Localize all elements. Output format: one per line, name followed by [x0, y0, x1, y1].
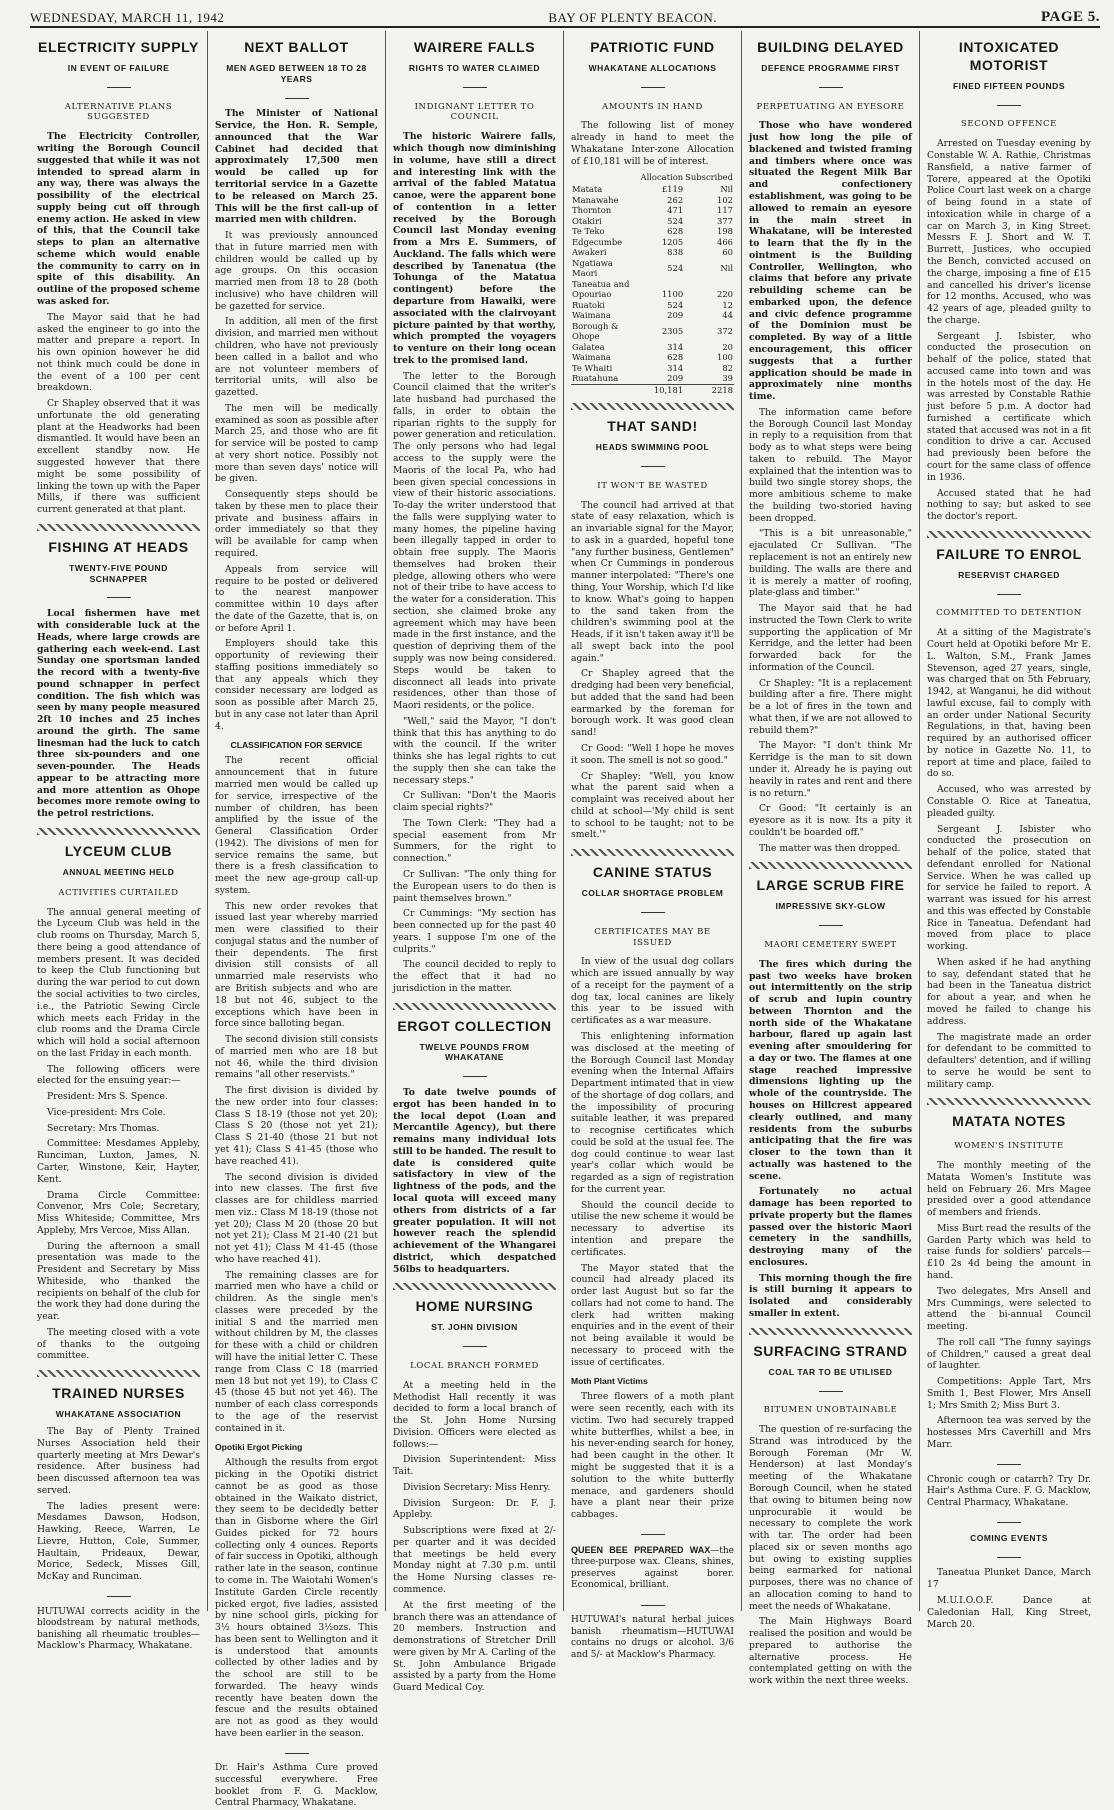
column-4 [564, 31, 742, 1660]
article-paragraph: The monthly meeting of the Matata Women's Institute was held on February 26. Mrs Magee presided over a good attendance of members and friends. [927, 1160, 1091, 1219]
table-header-row [571, 171, 734, 184]
total-allocation: 10,181 [640, 384, 685, 395]
article-paragraph: The following list of money already in hand to meet the Whakatane Inter-zone Allocation of £10,181 will be of interest. [571, 120, 734, 167]
article-paragraph: The ladies present were: Mesdames Dawson, Hodson, Hawking, Reece, Warren, Le Lievre, Hutton, Cole, Summer, Haultain, Prideaux, Dewar, Morice, Sedeck, Misses Gill, McKay and Runciman. [37, 1500, 200, 1583]
columns [30, 31, 1100, 1809]
divider [393, 1339, 556, 1351]
article-paragraph: This new order revokes that issued last year whereby married men were classified to their conjugal status and the number of their dependents. The first division still consists of all unmarried male reservists who are British subjects and who are 18 but not 46, subject to the exceptions which have been in force since balloting began. [215, 900, 378, 1030]
article-paragraph: Drama Circle Committee: Convenor, Mrs Cole; Secretary, Miss Whiteside; Committee, Mrs Appleby, Mrs Vercoe, Miss Allan. [37, 1189, 200, 1236]
column-6 [920, 31, 1098, 1630]
divider [571, 1598, 734, 1610]
article-wairere-falls [393, 39, 556, 995]
cell-allocation: 2305 [661, 325, 684, 336]
cell-subscribed: 220 [717, 289, 733, 300]
article-paragraph: Division Secretary: Miss Henry. [403, 1481, 551, 1493]
divider [749, 918, 912, 930]
event-item: Taneatua Plunket Dance, March 17 [927, 1567, 1091, 1591]
article-home-nursing [393, 1298, 556, 1694]
article-paragraph: Division Superintendent: Miss Tait. [393, 1454, 556, 1478]
article-paragraph: Appeals from service will require to be posted or delivered to the nearest manpower committee within 10 days after the date of the Gazette, that is, on or before April 1. [215, 563, 378, 634]
article-canine-status [571, 864, 734, 1368]
article-paragraph: Cr Shapley: "Well, you know what the parent said when a complaint was received about her child at school—'My child is sent to school to be taught; not to be smelt.'" [571, 770, 734, 841]
divider [571, 905, 734, 917]
cell-allocation: 524 [667, 299, 684, 310]
column-3 [386, 31, 564, 1694]
article-paragraph: Those who have wondered just how long the pile of blackened and twisted framing and timbers where once was situated the Regent Milk Bar and confectionery establishment, was going to be allowed to remain an eyesore in the main street in Whakatane, will be interested to learn that the fly in the ointment is the Building Controller, Wellington, who claims that before any private rebuilding scheme can be embarked upon, the defence and civic defence programme of the Dominion must be completed. By way of a little encouragement, this officer suggests that a further application should be made in approximately nine months time. [749, 120, 912, 403]
article-subhead: ST. JOHN DIVISION [431, 1322, 518, 1333]
divider [37, 590, 200, 602]
article-paragraph: In view of the usual dog collars which are issued annually by way of a receipt for the payment of a dog tax, local canines are likely this year to be issued with certificates as a war measure. [571, 956, 734, 1027]
article-subhead: RESERVIST CHARGED [958, 569, 1060, 580]
cell-subscribed: Nil [720, 262, 733, 273]
page-number: PAGE 5. [1040, 9, 1100, 25]
table-row [571, 205, 734, 216]
article-deck: INDIGNANT LETTER TO COUNCIL [414, 101, 535, 123]
advertisement [571, 1545, 734, 1592]
article-subhead: MEN AGED BETWEEN 18 TO 28 YEARS [226, 62, 367, 84]
table-row [571, 289, 734, 300]
article-paragraph: Three flowers of a moth plant were seen recently, each with its victim. Two had securely trapped white butterflies, whilst a bee, in his never-ending search for honey, had been caught in the other. It might be suggested that it is a solution to the white butterfly menace, and gardeners should have a plant near their prize cabbages. [571, 1391, 734, 1521]
article-paragraph: The Main Highways Board realised the position and would be prepared to authorise the alternative process. He contemplated getting on with the work within the next three weeks. [749, 1616, 912, 1687]
article-paragraph: The remaining classes are for married men who have a child or children. As the single men's classes were preceded by the initial S and the married men without children by M, the classes for these with a child or children will have the initial letter C. These range from Class C 18 (married men 18 but not yet 19), to Class C 45 (those 45 but not yet 46). The number of each class corresponds to the age of the reservist contained in it. [215, 1269, 378, 1434]
article-paragraph: The magistrate made an order for defendant to be committed to defaulters' detention, and if willing to serve he would be sent to military camp. [927, 1031, 1091, 1090]
section-heading: CLASSIFICATION FOR SERVICE [230, 740, 363, 751]
zigzag-divider [571, 849, 734, 856]
article-paragraph: The meeting closed with a vote of thanks to the outgoing committee. [37, 1326, 200, 1362]
article-building-delayed [749, 39, 912, 854]
article-deck: ALTERNATIVE PLANS SUGGESTED [64, 101, 173, 123]
cell-subscribed: 12 [722, 299, 733, 310]
section-heading: Moth Plant Victims [571, 1376, 648, 1387]
table-row [571, 184, 734, 195]
divider [571, 80, 734, 92]
article-paragraph: The recent official announcement that in future married men would be called up for service, irrespective of the number of children, has been amplified by the issue of the General Classification Order (1942). The divisions of men for service remains the same, but there is a fresh classification to meet the new age-group call-up system. [215, 755, 378, 896]
cell-allocation: 524 [667, 262, 684, 273]
cell-allocation: 1205 [661, 236, 684, 247]
article-paragraph: The Minister of National Service, the Hon. R. Semple, announced that the War Cabinet had decided that approximately 17,500 men would be called up for territorial service in a Gazette to be released on March 25. This will be the first call-up of married men with children. [215, 108, 378, 226]
cell-allocation: 524 [667, 215, 684, 226]
cell-allocation: 471 [667, 205, 684, 216]
article-deck: SECOND OFFENCE [961, 119, 1057, 130]
zigzag-divider [37, 828, 200, 835]
article-paragraph: This enlightening information was disclosed at the meeting of the Borough Council last Monday evening when the Internal Affairs Department intimated that in view of the shortage of dog collars, and the impossibility of procuring suitable leather, it was prepared to recognise certificates which could be sold at the usual fee. The dog could continue to wear last year's collar which would be regarded as a sign of registration for the current year. [571, 1030, 734, 1195]
article-headline: ERGOT COLLECTION [397, 1017, 552, 1034]
cell-district: Awakeri [572, 247, 607, 258]
cell-allocation: 209 [667, 310, 684, 321]
cell-subscribed: 39 [722, 373, 733, 384]
article-paragraph: During the afternoon a small presentation was made to the President and Secretary by Miss Whiteside, who thanked the recipients on behalf of the club for the work they had done during the year. [37, 1240, 200, 1323]
zigzag-divider [927, 1098, 1091, 1105]
article-surfacing-strand [749, 1343, 912, 1687]
cell-district: Thornton [572, 205, 612, 216]
advertisement: Dr. Hair's Asthma Cure proved successful everywhere. Free booklet from F. G. Macklow, Central Pharmacy, Whakatane. [215, 1763, 378, 1809]
article-paragraph: Should the council decide to utilise the new scheme it would be necessary to advertise its intention and prepare the certificates. [571, 1199, 734, 1258]
article-paragraph: Cr Good: "It certainly is an eyesore as it is now. Its a pity it couldn't be boarded off." [749, 803, 912, 838]
article-paragraph: The second division is divided into new classes. The first five classes are for childless married men viz.: Class M 18-19 (those not yet 20); Class M 20 (those 20 but not yet 21); Class M 21-40 (21 but not yet 41); Class M 41-45 (those who have reached 41). [215, 1171, 378, 1265]
article-that-sand [571, 418, 734, 841]
article-paragraph: Cr Shapley agreed that the dredging had been very beneficial, but added that the sand had been earmarked by the foreman for borough work. It was good clean sand! [571, 668, 734, 739]
article-subhead: WHAKATANE ASSOCIATION [55, 1409, 182, 1420]
article-paragraph: Local fishermen have met with considerable luck at the Heads, where large crowds are gathering each week-end. Last Sunday one sportsman landed the record with a twenty-five pound schnapper in perfect condition. The fish which was seen by many people measured 2ft 10 inches and 25 inches around the girth. The same linesman had the luck to catch three six-pounders and one seven-pounder. The Heads appear to be attracting more and more attention as Ohope becomes more remote owing to the petrol restrictions. [37, 608, 200, 820]
article-paragraph: In addition, all men of the first division, and married men without children, who have not previously been called in a ballot and who are not volunteer members of territorial units, will also be gazetted. [215, 316, 378, 399]
divider [393, 80, 556, 92]
article-headline: BUILDING DELAYED [757, 39, 904, 55]
article-headline: FAILURE TO ENROL [936, 545, 1082, 562]
ad-lead: QUEEN BEE PREPARED WAX [571, 1544, 711, 1555]
article-paragraph: The information came before the Borough Council last Monday in reply to a requisition from that body as to what steps were being taken to rebuild. The Mayor explained that the intention was to build two single storey shops, the more ambitious scheme to make the building two-storied having been dropped. [749, 406, 912, 524]
ad-body: —the three-purpose wax. Cleans, shines, preserves against borer. Economical, brilliant. [571, 1545, 734, 1591]
article-headline: FISHING AT HEADS [48, 538, 189, 555]
article-paragraph: President: Mrs S. Spence. [47, 1091, 168, 1103]
issue-date: WEDNESDAY, MARCH 11, 1942 [30, 10, 225, 25]
cell-district: Waimana [572, 310, 611, 321]
article-paragraph: Two delegates, Mrs Ansell and Mrs Cummings, were selected to attend the bi-annual Council meeting. [927, 1285, 1091, 1333]
table-row [571, 258, 734, 279]
article-paragraph: Secretary: Mrs Thomas. [47, 1122, 160, 1134]
advertisement: Chronic cough or catarrh? Try Dr. Hair's Asthma Cure. F. G. Macklow, Central Pharmacy, Whakatane. [927, 1474, 1091, 1508]
article-subhead: IN EVENT OF FAILURE [67, 62, 170, 73]
cell-district: Edgecumbe [572, 236, 623, 247]
table-row [571, 247, 734, 258]
cell-allocation: 628 [667, 226, 684, 237]
article-deck: ACTIVITIES CURTAILED [58, 887, 179, 898]
article-trained-nurses [37, 1385, 200, 1583]
article-headline: PATRIOTIC FUND [590, 39, 715, 55]
cell-subscribed: 466 [717, 236, 733, 247]
section-opotiki-ergot-picking [215, 1442, 378, 1739]
zigzag-divider [571, 403, 734, 410]
table-row [571, 352, 734, 363]
cell-subscribed: 117 [717, 205, 733, 216]
article-paragraph: "Well," said the Mayor, "I don't think that this has anything to do with the council. If the writer thinks she has legal rights to cut the supply then she can take the necessary steps." [393, 715, 556, 786]
cell-subscribed: 44 [722, 310, 733, 321]
cell-subscribed: 100 [717, 352, 733, 363]
zigzag-divider [37, 524, 200, 531]
article-paragraph: The council had arrived at that state of easy relaxation, which is an invariable signal for the Mayor, to ask in a guarded, hopeful tone "any further business, Gentlemen" when Cr Cummings in ponderous manner interpolated: "There's one thing, Your Worship, which I'd like to know. What's going to happen to the sand taken from the children's swimming pool at the Heads, if it isn't taken away it'll be all swept back into the pool again." [571, 499, 734, 664]
article-paragraph: Accused stated that he had nothing to say; but asked to see the doctor's report. [927, 487, 1091, 523]
zigzag-divider [749, 862, 912, 869]
table-total-row [571, 384, 734, 395]
zigzag-divider [393, 1003, 556, 1010]
section-moth-plant-victims [571, 1376, 734, 1520]
article-electricity-supply [37, 39, 200, 516]
section-heading: COMING EVENTS [970, 1532, 1048, 1543]
article-matata-notes [927, 1113, 1091, 1450]
article-paragraph: The Bay of Plenty Trained Nurses Association held their quarterly meeting at Mrs Dewar's residence. After business had been discussed afternoon tea was served. [37, 1426, 200, 1496]
article-paragraph: Employers should take this opportunity of reviewing their staffing positions immediately so that any appeals which they consider necessary are lodged as soon as possible after March 25, but in any case not later than April 4. [215, 638, 379, 732]
zigzag-divider [37, 1370, 200, 1377]
cell-subscribed: 372 [717, 325, 733, 336]
article-deck: COMMITTED TO DETENTION [936, 608, 1082, 619]
article-paragraph: The fires which during the past two weeks have broken out intermittently on the strip of scrub and lupin country between Thornton and the north side of the Whakatane harbour, flared up again last evening after smouldering for a day or two. The flames at one stage reached impressive dimensions lighting up the whole of the countryside. The houses on Hillcrest appeared clearly outlined, and many residents from the suburbs anticipating that the fire was closer to the town than it actually was hastened to the scene. [749, 958, 912, 1182]
divider [927, 1550, 1091, 1562]
article-paragraph: The council decided to reply to the effect that it had no jurisdiction in the matter. [393, 959, 556, 994]
article-headline: HOME NURSING [415, 1298, 534, 1315]
allocation-table [571, 171, 734, 395]
article-failure-to-enrol [927, 546, 1091, 1091]
article-headline: MATATA NOTES [952, 1113, 1066, 1130]
column-header-allocation: Allocation [640, 172, 684, 183]
cell-allocation: 838 [667, 247, 684, 258]
cell-district: Te Teko [572, 226, 605, 237]
article-paragraph: The letter to the Borough Council claimed that the writer's late husband had purchased the falls, in order to obtain the riparian rights to the supply for power generation and reticulation. The only persons who had legal access to the supply were the Maoris of the local Pa, who had been given special concessions in view of their historic associations. To-day the writer understood that the falls were supplying water to many homes, the pipeline having been illegally tapped in order to obtain free supply. The Maoris themselves had broken their pledge, allowing others who were not of their tribe to have access to the water for a consideration. This section, she claimed broke any agreement which may have been made in the first instance, and the question of depriving them of the supply was now being considered. Steps would be taken to disconnect all leads into private residences, other than those of Maori residents, or the police. [393, 370, 556, 712]
article-paragraph: The second division still consists of married men who are 18 but not 46, while the third division remains "all other reservists." [215, 1034, 378, 1081]
table-row [571, 195, 734, 206]
cell-subscribed: 20 [722, 341, 733, 352]
article-next-ballot [215, 39, 378, 732]
cell-allocation: 314 [667, 341, 684, 352]
article-headline: CANINE STATUS [592, 864, 713, 881]
article-paragraph: It was previously announced that in future married men with children would be called up by age groups. On this occasion married men from 18 to 28 (both inclusive) who have children will be gazetted for service. [215, 230, 378, 312]
article-paragraph: The men will be medically examined as soon as possible after March 25, and those who are fit for service will be posted to camp at very short notice. Possibly not more than seven days' notice will be given. [215, 402, 378, 485]
cell-district: Manawahe [572, 194, 619, 205]
article-subhead: WHAKATANE ALLOCATIONS [588, 62, 717, 73]
cell-allocation: 262 [667, 194, 684, 205]
cell-subscribed: 102 [717, 194, 733, 205]
divider [749, 80, 912, 92]
article-subhead: TWENTY-FIVE POUND SCHNAPPER [69, 562, 168, 584]
article-paragraph: Although the results from ergot picking in the Opotiki district cannot be as good as those obtained in the Waikato district, they seem to be decidedly better than in Gisborne where the Girl Guides picked for 72 hours collecting only 4 ounces. Reports of fair success in Opotiki, although rather late in the season, continue to come in. The Waiotahi Women's Institute Garden Circle recently picked ergot, five ladies, assisted by nine school girls, picking for 3½ hours obtained 3½ozs. This has been sent to Wellington and it is understood that amounts collected by other ladies and by the school are still to be forwarded. The heavy winds recently have beaten down the fescue and the results obtained are not as good as they would have been earlier in the season. [215, 1457, 378, 1739]
paper-name: BAY OF PLENTY BEACON. [548, 10, 718, 25]
article-paragraph: Accused, who was arrested by Constable O. Rice at Taneatua, pleaded guilty. [927, 784, 1091, 819]
table-row [571, 310, 734, 321]
cell-subscribed: 60 [722, 247, 733, 258]
article-paragraph: At a meeting held in the Methodist Hall recently it was decided to form a local branch of the St. John Home Nursing Division. Officers were elected as follows:— [393, 1379, 556, 1450]
article-patriotic-fund [571, 39, 734, 395]
article-paragraph: Sergeant J. Isbister, who conducted the prosecution on behalf of the police, stated that accused came into town and was in the hotels most of the day. He was arrested by Constable Rathie just before 5 p.m. A doctor had furnished a certificate which stated that accused was not in a fit condition to drive a car. Accused had previously been before the court for the same class of offence in 1936. [927, 330, 1091, 483]
article-paragraph: Cr Cummings: "My section has been connected up for the past 40 years. I suppose I'm one of the culprits." [393, 908, 556, 955]
article-paragraph: The annual general meeting of the Lyceum Club was held in the club rooms on Thursday, March 5, there being a good attendance of members present. It was decided to keep the Club functioning but during the war period to cut down the social activities to two circles, i.e., the Patriotic Sewing Circle which meets each Friday in the club rooms and the Drama Circle which will hold a social afternoon on the last Friday in each month. [37, 906, 200, 1059]
cell-allocation: 314 [667, 362, 684, 373]
article-fishing-at-heads [37, 539, 200, 820]
article-paragraph: The Mayor stated that the council had already placed its order last August but so far the collars had not come to hand. The clerk had written making enquiries and in the event of their not being available it would be necessary to proceed with the issue of certificates. [571, 1262, 734, 1368]
article-deck: AMOUNTS IN HAND [602, 101, 703, 112]
divider [215, 1746, 378, 1758]
column-5 [742, 31, 920, 1687]
divider [571, 1527, 734, 1539]
cell-district: Galatea [572, 341, 605, 352]
table-row [571, 363, 734, 374]
article-paragraph: Vice-president: Mrs Cole. [47, 1106, 166, 1118]
article-headline: NEXT BALLOT [244, 39, 349, 55]
article-paragraph: Cr Shapley observed that it was unfortunate the old generating plant at the Headworks had been dismantled. It would have been an excellent standby now. He suggested however that there might be some possibility of linking the town up with the Paper Mills, if there was sufficient current generated at that plant. [37, 398, 200, 516]
article-intoxicated-motorist [927, 39, 1091, 523]
cell-allocation: 628 [667, 352, 684, 363]
column-2 [208, 31, 386, 1809]
cell-district: Matata [572, 184, 603, 195]
cell-allocation: £119 [661, 184, 684, 195]
article-paragraph: At the first meeting of the branch there was an attendance of 20 members. Instruction and demonstrations of Stretcher Drill were given by Mr A. Carling of the St. John Ambulance Brigade assisted by a party from the Home Guard Medical Coy. [393, 1599, 556, 1694]
cell-district: Otakiri [572, 215, 602, 226]
article-subhead: WOMEN'S INSTITUTE [954, 1141, 1064, 1152]
cell-subscribed [684, 279, 734, 290]
article-headline: TRAINED NURSES [52, 1385, 185, 1402]
article-paragraph: Fortunately no actual damage has been reported to private property but the flames passed over the historic Maori cemetery in the sandhills, destroying many of the enclosures. [749, 1186, 912, 1268]
article-ergot-collection [393, 1018, 556, 1276]
cell-subscribed: 377 [717, 215, 733, 226]
article-headline: ELECTRICITY SUPPLY [38, 39, 199, 55]
article-paragraph: Cr Sullivan: "The only thing for the European users to do then is paint themselves brown." [393, 869, 556, 904]
article-paragraph: The Mayor: "I don't think Mr Kerridge is the man to sit down under it. Already he is paying out heavily in rates and rent and there is no return." [749, 740, 912, 799]
article-deck: MAORI CEMETERY SWEPT [764, 939, 897, 950]
article-deck: CERTIFICATES MAY BE ISSUED [594, 926, 711, 948]
cell-district: Opouriao [572, 289, 612, 300]
divider [37, 1589, 200, 1601]
article-paragraph: The question of re-surfacing the Strand was introduced by the Borough Foreman (Mr W. Henderson) at last Monday's meeting of the Whakatane Borough Council, when he stated that owing to bitumen being now unprocurable it would be necessary to complete the work with tar. The order had been placed six or seven months ago but owing to existing supplies being earmarked for national purposes, there was no chance of an allocation coming to hand to meet the needs of Whakatane. [749, 1424, 912, 1612]
article-paragraph: Consequently steps should be taken by these men to place their private and business affairs in order immediately so that they will be available for camp when required. [215, 489, 378, 559]
table-row [571, 226, 734, 237]
article-headline: INTOXICATED MOTORIST [958, 39, 1060, 73]
article-paragraph: At a sitting of the Magistrate's Court held at Opotiki before Mr E. L. Walton, S.M., Frank James Stevenson, aged 27 years, single, was charged that on 5th February, 1942, at Wanganui, he did without lawful excuse, fail to comply with an order under National Security Regulations, in that, having been required by an authorised officer by notice in Gazette No. 11, to report at time and place, failed to do so. [927, 627, 1091, 780]
article-subhead: TWELVE POUNDS FROM WHAKATANE [419, 1041, 530, 1063]
table-row [571, 342, 734, 353]
table-row [571, 216, 734, 227]
article-subhead: HEADS SWIMMING POOL [595, 442, 710, 453]
cell-district: Ngatiawa Maori [572, 257, 613, 279]
article-paragraph: The following officers were elected for the ensuing year:— [37, 1063, 200, 1087]
cell-subscribed: 82 [722, 362, 733, 373]
article-headline: SURFACING STRAND [753, 1342, 908, 1359]
article-subhead: COLLAR SHORTAGE PROBLEM [581, 888, 724, 898]
cell-district: Ruatoki [572, 299, 605, 310]
article-headline: WAIRERE FALLS [413, 39, 536, 55]
cell-subscribed: 198 [717, 226, 733, 237]
divider [37, 80, 200, 92]
article-headline: THAT SAND! [607, 418, 698, 435]
cell-district: Te Whaiti [572, 362, 613, 373]
section-classification-for-service [215, 740, 378, 1434]
article-paragraph: Arrested on Tuesday evening by Constable W. A. Rathie, Christmas Ransfield, a native farmer of Torere, appeared at the Opotiki Police Court last week on a charge of being found in a state of intoxication while in charge of a car on March 3, in King Street. Messrs F. J. Short and W. T. Burrett, Justices, who occupied the Bench, convicted accused on the charge, imposing a fine of £15 and cancelled his driver's license for 12 months. Accused, who was 42 years of age, pleaded guilty to the charge. [927, 138, 1091, 326]
cell-allocation: 1100 [661, 289, 684, 300]
table-row [571, 373, 734, 384]
article-deck: BITUMEN UNOBTAINABLE [763, 1405, 898, 1416]
article-paragraph: Competitions: Apple Tart, Mrs Smith 1, Best Flower, Mrs Ansell 1; Mrs Smith 2; Miss Burt 3. [927, 1376, 1091, 1411]
zigzag-divider [927, 531, 1091, 538]
article-deck: LOCAL BRANCH FORMED [410, 1360, 539, 1371]
article-paragraph: When asked if he had anything to say, defendant stated that he had been in the Taneatua district for about a year, and when he moved he failed to change his address. [927, 956, 1091, 1027]
table-row [571, 300, 734, 311]
divider [571, 459, 734, 471]
article-paragraph: This morning though the fire is still burning it appears to isolated and considerably smaller in extent. [749, 1272, 912, 1319]
divider [927, 1515, 1091, 1527]
article-subhead: COAL TAR TO BE UTILISED [768, 1366, 893, 1377]
article-paragraph: Committee: Mesdames Appleby, Runciman, Luxton, James, N. Carter, Winstone, Keir, Hayter, Kent. [37, 1138, 200, 1185]
divider [927, 98, 1091, 110]
table-row [571, 321, 734, 342]
cell-allocation: 209 [667, 373, 684, 384]
table-row [571, 279, 734, 290]
table-row [571, 237, 734, 248]
article-headline: LARGE SCRUB FIRE [756, 877, 905, 894]
article-paragraph: The Mayor said that he had asked the engineer to go into the matter and prepare a report. In his own opinion however he did not think much could be done in the event of a 100 per cent breakdown. [37, 311, 200, 394]
article-lyceum-club [37, 843, 200, 1362]
article-deck: PERPETUATING AN EYESORE [756, 101, 905, 112]
event-item: M.U.I.O.O.F. Dance at Caledonian Hall, King Street, March 20. [927, 1594, 1091, 1630]
zigzag-divider [393, 1283, 556, 1290]
article-deck: IT WON'T BE WASTED [597, 480, 708, 491]
divider [927, 587, 1091, 599]
divider [215, 91, 378, 103]
article-subhead: DEFENCE PROGRAMME FIRST [761, 62, 900, 73]
article-paragraph: Division Surgeon: Dr. F. J. Appleby. [393, 1497, 556, 1521]
cell-district: Taneatua and [572, 278, 630, 289]
article-paragraph: The historic Wairere falls, which though now diminishing in volume, have still a direct and interesting link with the arrival of the fabled Matatua canoe, were the apparent bone of contention in a letter received by the Borough Council last Monday evening from a Mrs E. Summers, of Auckland. The falls which were described by Tanenatua (the Tohunga of the Matatua contingent) before the departure from Hawaiki, were associated with the clairvoyant picture painted by that worthy, which prompted the voyagers to venture on their long ocean trek to the promised land. [393, 131, 556, 366]
article-large-scrub-fire [749, 877, 912, 1319]
divider [927, 1457, 1091, 1469]
article-paragraph: The first division is divided by the new order into four classes: Class S 18-19 (those not yet 20); Class S 20 (those not yet 21); Class S 21-40 (those 21 but not yet 41); Class S 41-45 (those who have reached 41). [215, 1085, 378, 1167]
article-paragraph: Miss Burt read the results of the Garden Party which was held to raise funds for soldiers' parcels—£10 2s 4d being the amount in hand. [927, 1222, 1091, 1282]
article-paragraph: Cr Good: "Well I hope he moves it soon. The smell is not so good." [571, 742, 734, 766]
article-paragraph: Subscriptions were fixed at 2/- per quarter and it was decided that meetings be held every Monday night at 7.30 p.m. until the Home Nursing classes re-commence. [393, 1525, 556, 1595]
article-paragraph: Cr Shapley: "It is a replacement building after a fire. There might be a lot of fires in the town and what then, if we are not allowed to rebuild them?" [749, 677, 912, 736]
article-paragraph: Cr Sullivan: "Don't the Maoris claim special rights?" [393, 790, 556, 814]
article-paragraph: Sergeant J. Isbister who conducted the prosecution on behalf of the police, stated that defendant enrolled for National Service. When he was called up for service he failed to report. A warrant was issued for his arrest and this was effected by Constable Rice in Taneatua. Defendant had moved from place to place working. [927, 823, 1091, 953]
cell-district: Borough & Ohope [572, 320, 619, 342]
divider [393, 1069, 556, 1081]
article-headline: LYCEUM CLUB [64, 843, 173, 859]
article-subhead: IMPRESSIVE SKY-GLOW [775, 901, 886, 912]
column-1 [30, 31, 208, 1652]
article-subhead: ANNUAL MEETING HELD [62, 866, 175, 877]
zigzag-divider [749, 1328, 912, 1335]
total-subscribed: 2218 [684, 384, 734, 395]
article-paragraph: To date twelve pounds of ergot has been handed in to the local depot (Loan and Mercantile Agency), but there remains many individual lots still to be handed. The result to date is considered quite satisfactory in view of the lightness of the pods, and the local quota will exceed many others from districts of a far greater population. It will not however reach the splendid achievement of the Whangarei district, which despatched 56lbs to headquarters. [393, 1087, 556, 1275]
article-paragraph: The Town Clerk: "They had a special easement from Mr Summers, for the right to connection." [393, 817, 556, 865]
cell-district: Ruatahuna [572, 373, 619, 384]
article-subhead: FINED FIFTEEN POUNDS [952, 80, 1065, 91]
article-paragraph: "This is a bit unreasonable," ejaculated Cr Sullivan. "The replacement is not an entirely new building. The walls are there and it is merely a matter of roofing, plate-glass and timber." [749, 528, 912, 599]
section-heading: Opotiki Ergot Picking [215, 1442, 303, 1453]
article-paragraph: The Mayor said that he had instructed the Town Clerk to write supporting the application of Mr Kerridge, and the letter had been forwarded back for the information of the Council. [749, 603, 912, 673]
masthead [30, 4, 1100, 28]
section-coming-events [927, 1533, 1091, 1630]
article-paragraph: The Electricity Controller, writing the Borough Council suggested that while it was not intended to spread alarm in any way, there was always the possibility of the electrical supply being cut off through enemy action. He asked in view of this, that the Council take steps to plan an alternative scheme which would enable the community to carry on in spite of this disability. An outline of the proposed scheme was asked for. [37, 131, 200, 308]
article-paragraph: The roll call "The funny sayings of Children," caused a great deal of laughter. [927, 1336, 1091, 1372]
advertisement: HUTUWAI corrects acidity in the bloodstream by natural methods, banishing all rheumatic troubles—Macklow's Pharmacy, Whakatane. [37, 1606, 200, 1652]
column-header-subscribed: Subscribed [685, 172, 733, 183]
article-paragraph: The matter was then dropped. [759, 842, 901, 854]
cell-allocation [640, 279, 685, 290]
article-paragraph: Afternoon tea was served by the hostesses Mrs Caverhill and Mrs Marr. [927, 1415, 1091, 1450]
article-subhead: RIGHTS TO WATER CLAIMED [408, 62, 541, 73]
cell-subscribed: Nil [720, 184, 733, 195]
advertisement: HUTUWAI's natural herbal juices banish rheumatism—HUTUWAI contains no drugs or alcohol. 3/6 and 5/- at Macklow's Pharmacy. [571, 1615, 734, 1660]
cell-district: Waimana [572, 352, 611, 363]
divider [749, 1384, 912, 1396]
